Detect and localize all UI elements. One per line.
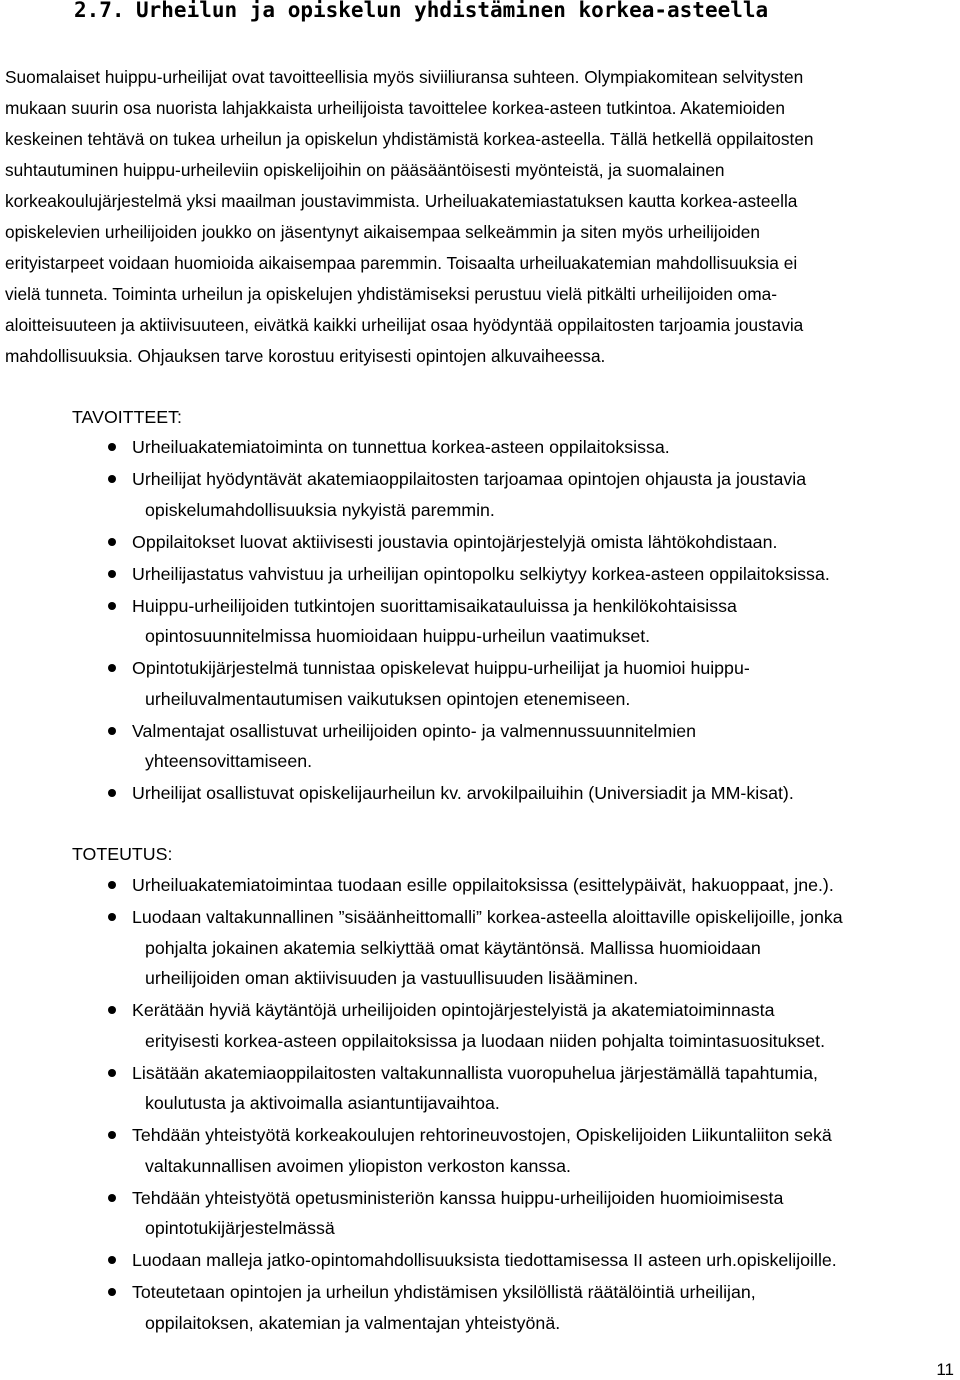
list-item <box>108 995 948 1058</box>
list-item <box>108 716 948 779</box>
intro-line: suhtautuminen huippu-urheileviin opiskelijoihin on pääsääntöisesti myönteistä, ja suomalainen <box>5 160 725 180</box>
list-item-text: erityisesti korkea-asteen oppilaitoksissa ja luodaan niiden pohjalta toimintasuositukset. <box>145 1030 826 1051</box>
list-item-text: koulutusta ja aktivoimalla asiantuntijavaihtoa. <box>145 1093 500 1113</box>
bullet-icon <box>108 1006 116 1014</box>
page-number: 11 <box>936 1360 954 1379</box>
bullet-icon <box>108 1194 116 1202</box>
list-item-text: yhteensovittamiseen. <box>145 751 313 771</box>
bullet-icon <box>108 727 116 735</box>
list-item-text: Oppilaitokset luovat aktiivisesti joustavia opintojärjestelyjä omista lähtökohdistaan. <box>132 531 778 552</box>
intro-line: opiskelevien urheilijoiden joukko on jäsentynyt aikaisempaa selkeämmin ja siten myös urheilijoiden <box>5 222 761 242</box>
intro-line: Suomalaiset huippu-urheilijat ovat tavoitteellisia myös siviiliuransa suhteen. Olympiakomitean selvitysten <box>5 67 804 87</box>
list-item-text: Opintotukijärjestelmä tunnistaa opiskelevat huippu-urheilijat ja huomioi huippu- <box>132 658 750 678</box>
list-item-text: Tehdään yhteistyötä korkeakoulujen rehtorineuvostojen, Opiskelijoiden Liikuntaliiton sekä <box>132 1125 832 1145</box>
intro-line: mahdollisuuksia. Ohjauksen tarve korostuu erityisesti opintojen alkuvaiheessa. <box>5 346 606 366</box>
bullet-icon <box>108 913 116 921</box>
list-item <box>108 464 948 527</box>
bullet-icon <box>108 664 116 672</box>
list-item-text: urheiluvalmentautumisen vaikutuksen opintojen etenemiseen. <box>145 688 631 709</box>
list-item <box>108 653 948 716</box>
section-title: Urheilun ja opiskelun yhdistäminen korkea-asteella <box>136 0 769 22</box>
intro-line: korkeakoulujärjestelmä yksi maailman joustavimmista. Urheiluakatemiastatuksen kautta korkea-asteella <box>5 191 798 211</box>
list-item <box>108 559 948 591</box>
list-item-text: Urheilijat osallistuvat opiskelijaurheilun kv. arvokilpailuihin (Universiadit ja MM-kisat). <box>132 783 794 803</box>
intro-line: aloitteisuuteen ja aktiivisuuteen, eivätkä kaikki urheilijat osaa hyödyntää oppilaitosten tarjoamia joustavia <box>5 315 804 335</box>
bullet-icon <box>108 538 116 546</box>
list-item <box>108 902 948 995</box>
list-item <box>108 1058 948 1121</box>
list-item-text: Luodaan valtakunnallinen ”sisäänheittomalli” korkea-asteella aloittaville opiskelijoille, jonka <box>132 907 843 927</box>
bullet-icon <box>108 1288 116 1296</box>
bullet-icon <box>108 881 116 889</box>
list-item-text: opintotukijärjestelmässä <box>145 1218 335 1238</box>
goals-list <box>108 432 948 810</box>
list-item-text: Lisätään akatemiaoppilaitosten valtakunnallista vuoropuhelua järjestämällä tapahtumia, <box>132 1062 818 1083</box>
list-item-text: Tehdään yhteistyötä opetusministeriön kanssa huippu-urheilijoiden huomioimisesta <box>132 1187 784 1208</box>
bullet-icon <box>108 570 116 578</box>
list-item-text: urheilijoiden oman aktiivisuuden ja vastuullisuuden lisääminen. <box>145 968 639 988</box>
intro-line: mukaan suurin osa nuorista lahjakkaista urheilijoista tavoittelee korkea-asteen tutkintoa. Akatemioiden <box>5 98 786 118</box>
implementation-label: TOTEUTUS: <box>72 844 173 864</box>
list-item-text: Toteutetaan opintojen ja urheilun yhdistämisen yksilöllistä räätälöintiä urheilijan, <box>132 1282 756 1302</box>
list-item <box>108 527 948 559</box>
list-item <box>108 1277 948 1340</box>
list-item-text: Urheiluakatemiatoiminta on tunnettua korkea-asteen oppilaitoksissa. <box>132 437 670 457</box>
list-item-text: valtakunnallisen avoimen yliopiston verkoston kanssa. <box>145 1155 571 1176</box>
bullet-icon <box>108 443 116 451</box>
list-item-text: opiskelumahdollisuuksia nykyistä paremmin. <box>145 499 495 520</box>
bullet-icon <box>108 602 116 610</box>
list-item-text: Kerätään hyviä käytäntöjä urheilijoiden opintojärjestelyistä ja akatemiatoiminnasta <box>132 1000 775 1020</box>
list-item <box>108 1245 948 1277</box>
bullet-icon <box>108 1256 116 1264</box>
intro-line: erityistarpeet voidaan huomioida aikaisempaa paremmin. Toisaalta urheiluakatemian mahdollisuuksia ei <box>5 253 798 273</box>
list-item-text: pohjalta jokainen akatemia selkiyttää omat käytäntönsä. Mallissa huomioidaan <box>145 937 761 958</box>
bullet-icon <box>108 475 116 483</box>
list-item-text: Luodaan malleja jatko-opintomahdollisuuksista tiedottamisessa II asteen urh.opiskelijoille. <box>132 1250 837 1270</box>
bullet-icon <box>108 789 116 797</box>
list-item-text: Valmentajat osallistuvat urheilijoiden opinto- ja valmennussuunnitelmien <box>132 720 697 741</box>
bullet-icon <box>108 1131 116 1139</box>
list-item-text: Urheilijat hyödyntävät akatemiaoppilaitosten tarjoamaa opintojen ohjausta ja joustavia <box>132 469 807 489</box>
list-item-text: Urheilijastatus vahvistuu ja urheilijan opintopolku selkiytyy korkea-asteen oppilaitoksissa. <box>132 563 830 584</box>
section-number: 2.7. <box>74 0 125 22</box>
list-item-text: opintosuunnitelmissa huomioidaan huippu-urheilun vaatimukset. <box>145 626 651 646</box>
implementation-list <box>108 870 948 1340</box>
bullet-icon <box>108 1069 116 1077</box>
list-item <box>108 778 948 810</box>
intro-line: keskeinen tehtävä on tukea urheilun ja opiskelun yhdistämistä korkea-asteella. Tällä hetkellä oppilaitosten <box>5 129 814 149</box>
list-item <box>108 870 948 902</box>
list-item <box>108 1120 948 1183</box>
intro-paragraph <box>5 62 955 372</box>
list-item-text: Huippu-urheilijoiden tutkintojen suorittamisaikatauluissa ja henkilökohtaisissa <box>132 595 737 616</box>
list-item-text: Urheiluakatemiatoimintaa tuodaan esille oppilaitoksissa (esittelypäivät, hakuoppaat, jne.). <box>132 875 834 895</box>
list-item <box>108 432 948 464</box>
section-heading <box>74 0 768 26</box>
list-item-text: oppilaitoksen, akatemian ja valmentajan yhteistyönä. <box>145 1312 561 1333</box>
intro-line: vielä tunneta. Toiminta urheilun ja opiskelujen yhdistämiseksi perustuu vielä pitkälti urheilijoiden oma- <box>5 284 777 304</box>
goals-label: TAVOITTEET: <box>72 407 182 427</box>
list-item <box>108 1183 948 1246</box>
list-item <box>108 591 948 654</box>
